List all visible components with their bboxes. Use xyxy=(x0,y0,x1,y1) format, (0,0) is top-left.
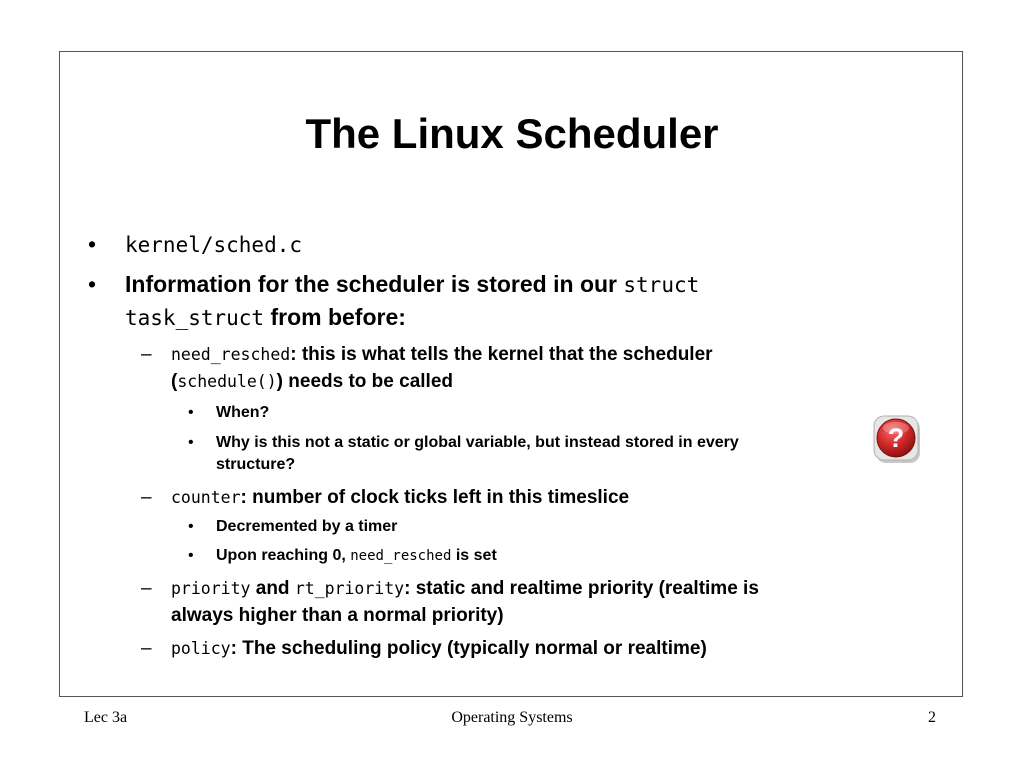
bullet-marker: • xyxy=(88,271,97,297)
code-need-resched: need_resched xyxy=(350,548,452,564)
bullet-marker: • xyxy=(188,547,194,564)
item-policy xyxy=(171,635,707,662)
dash-marker: – xyxy=(141,578,152,599)
code-kernel-sched: kernel/sched.c xyxy=(125,233,303,257)
text: : this is what tells the kernel that the scheduler xyxy=(290,344,713,365)
item-priority-line-1 xyxy=(171,575,759,602)
text: is set xyxy=(451,547,497,564)
item-need-resched-line-2 xyxy=(171,368,453,395)
item-counter xyxy=(171,484,629,511)
text: : The scheduling policy (typically normal or realtime) xyxy=(230,638,707,659)
text: from before: xyxy=(264,304,406,330)
text: : static and realtime priority (realtime is xyxy=(404,578,759,599)
subitem-when: When? xyxy=(216,404,270,421)
dash-marker: – xyxy=(141,638,152,659)
bullet-marker: • xyxy=(188,518,194,535)
text: Information for the scheduler is stored in our xyxy=(125,271,624,297)
dash-marker: – xyxy=(141,344,152,365)
code-rt-priority: rt_priority xyxy=(294,579,405,598)
bullet-marker: • xyxy=(88,231,97,257)
code-policy: policy xyxy=(171,639,231,658)
subitem-decremented: Decremented by a timer xyxy=(216,518,398,535)
code-need-resched: need_resched xyxy=(171,345,291,364)
code-task-struct: task_struct xyxy=(125,306,265,330)
subitem-why-line-2: structure? xyxy=(216,456,296,473)
subitem-why-line-1: Why is this not a static or global variable, but instead stored in every xyxy=(216,434,739,451)
code-schedule: schedule() xyxy=(177,372,277,391)
text: and xyxy=(250,578,295,599)
dash-marker: – xyxy=(141,487,152,508)
item-priority-line-2: always higher than a normal priority) xyxy=(171,605,504,626)
text: ) needs to be called xyxy=(276,371,453,392)
question-mark-icon xyxy=(872,414,924,466)
bullet-kernel-sched xyxy=(125,228,302,261)
code-priority: priority xyxy=(171,579,251,598)
bullet-information-line-2 xyxy=(125,301,406,334)
code-counter: counter xyxy=(171,488,241,507)
slide-title: The Linux Scheduler xyxy=(305,110,719,157)
text: : number of clock ticks left in this timeslice xyxy=(240,487,630,508)
text: Upon reaching 0, xyxy=(216,547,351,564)
item-need-resched-line-1 xyxy=(171,341,713,368)
code-struct: struct xyxy=(623,273,700,297)
bullet-marker: • xyxy=(188,434,194,451)
footer-course: Operating Systems xyxy=(451,709,573,726)
bullet-information-line-1 xyxy=(125,268,699,301)
subitem-upon-reaching xyxy=(216,545,497,567)
text: ( xyxy=(171,371,178,392)
question-glyph: ? xyxy=(887,423,905,453)
footer-lecture: Lec 3a xyxy=(84,709,128,726)
help-button[interactable] xyxy=(872,414,924,466)
footer-page-number: 2 xyxy=(928,709,936,726)
bullet-marker: • xyxy=(188,404,194,421)
